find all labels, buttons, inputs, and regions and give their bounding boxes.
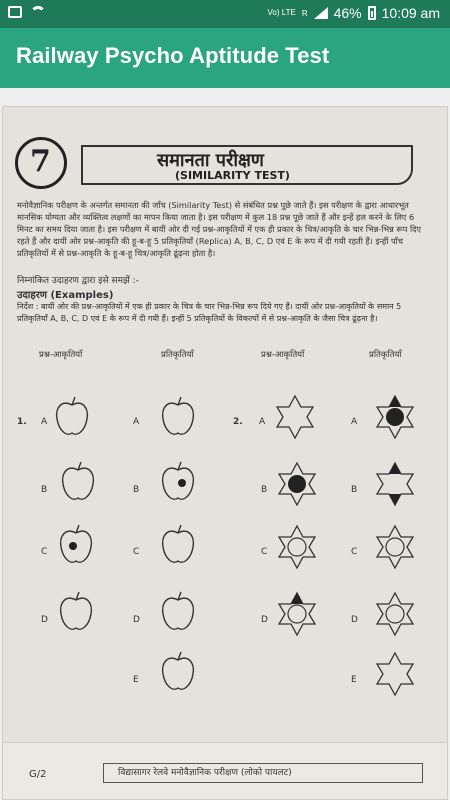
clock: 10:09 am — [381, 5, 440, 21]
q1-replica-label-b: B — [133, 485, 140, 495]
q2-question-star-c — [275, 525, 319, 569]
roaming-indicator: R — [301, 8, 308, 18]
signal-icon — [314, 7, 328, 19]
q1-replica-apple-a[interactable] — [161, 397, 195, 437]
page-image-g1[interactable] — [2, 106, 448, 786]
q2-replica-star-c[interactable] — [373, 525, 417, 569]
q2-replica-label-d: D — [351, 615, 358, 625]
q2-question-star-d — [275, 592, 319, 636]
col-question-2: प्रश्न-आकृतियाँ — [261, 350, 305, 360]
q2-question-label-b: B — [261, 485, 268, 495]
q1-question-label-b: B — [41, 485, 48, 495]
q1-question-apple-b — [61, 462, 95, 502]
app-title: Railway Psycho Aptitude Test — [16, 43, 330, 68]
page-viewer[interactable] — [0, 88, 450, 800]
chapter-badge — [15, 137, 67, 189]
chapter-number: 7 — [30, 144, 51, 179]
q1-replica-apple-c[interactable] — [161, 525, 195, 565]
col-question-1: प्रश्न-आकृतियाँ — [39, 350, 83, 360]
q1-replica-label-d: D — [133, 615, 140, 625]
battery-icon — [368, 6, 376, 20]
q1-replica-label-a: A — [133, 417, 140, 427]
examples-heading: उदाहरण (Examples) — [17, 290, 114, 301]
q2-replica-star-e[interactable] — [373, 652, 417, 696]
question-1-number: 1. — [17, 417, 27, 427]
q1-question-apple-d — [59, 592, 93, 632]
page2-header: विद्यासागर रेलवे मनोवैज्ञानिक परीक्षण (लोको पायलट) — [103, 763, 423, 783]
chapter-title-box — [81, 145, 413, 185]
q2-replica-label-b: B — [351, 485, 358, 495]
volte-indicator: Vo) LTE — [267, 8, 296, 17]
q1-replica-label-c: C — [133, 547, 140, 557]
page-image-g2[interactable] — [2, 742, 448, 800]
q2-replica-star-b[interactable] — [373, 462, 417, 506]
q2-question-label-d: D — [261, 615, 268, 625]
gallery-icon — [8, 6, 22, 18]
col-replica-2: प्रतिकृतियाँ — [369, 350, 402, 360]
q2-replica-label-e: E — [351, 675, 357, 685]
col-replica-1: प्रतिकृतियाँ — [161, 350, 194, 360]
q2-question-label-c: C — [261, 547, 268, 557]
q2-question-star-a — [273, 395, 317, 439]
q2-replica-label-a: A — [351, 417, 358, 427]
intro-paragraph: मनोवैज्ञानिक परीक्षण के अन्तर्गत समानता की जाँच (Similarity Test) से संबंधित प्रश्न पूछे जाते हैं। इस परीक्षण के द्वारा आधारभूत मानसिक योग्यता और व्यक्तित्व लक्षणों का मापन किया जाता है। इस परीक्षण में कुल 18 प्रश्न पूछे जाते हैं और इन्हें हल करने के लिए 6 मिनट का समय दिया जाता है। इस परीक्षण में बायीं ओर दी गई प्रश्न-आकृतियों में एक ही प्रकार के चित्र/आकृति के चार भिन्न-भिन्न रूप दिए रहते हैं और दायीं ओर प्रश्न-आकृति की हू-ब-हू 5 प्रतिकृतियाँ (Replica) A, B, C, D एवं E के रूप में दी गयी रहती हैं। इन्हीं पाँच प्रतिकृतियों में से प्रश्न-आकृति के हू-ब-हू चित्र/आकृति ढूंढ़ना होता है। — [17, 200, 422, 258]
instructions: निर्देश : बायीं ओर की प्रश्न-आकृतियों में एक ही प्रकार के चित्र के चार भिन्न-भिन्न रूप दिये गए हैं। दायीं ओर प्रश्न-आकृतियों के समान 5 प्रतिकृतियाँ A, B, C, D एवं E के रूप में दी गयी हैं। इन्हीं 5 प्रतिकृतियों के विकल्पों में से प्रश्न-आकृति के जैसा चित्र ढूंढ़ना है। — [17, 302, 402, 323]
q1-question-apple-a — [55, 397, 89, 437]
q1-replica-apple-e[interactable] — [161, 652, 195, 692]
wifi-icon — [30, 6, 46, 18]
explain-line: निम्नांकित उदाहरण द्वारा इसे समझें :- — [17, 276, 139, 286]
page2-number: G/2 — [29, 769, 47, 780]
app-bar — [0, 28, 450, 88]
q1-question-label-d: D — [41, 615, 48, 625]
status-bar — [0, 0, 450, 28]
question-2-number: 2. — [233, 417, 243, 427]
q1-question-label-a: A — [41, 417, 48, 427]
q2-question-star-b — [275, 462, 319, 506]
chapter-title-english: (SIMILARITY TEST) — [175, 169, 290, 182]
battery-percent: 46% — [333, 5, 362, 21]
q2-question-label-a: A — [259, 417, 266, 427]
q1-replica-label-e: E — [133, 675, 139, 685]
q2-replica-star-a[interactable] — [373, 395, 417, 439]
q2-replica-star-d[interactable] — [373, 592, 417, 636]
q1-replica-apple-d[interactable] — [161, 592, 195, 632]
q2-replica-label-c: C — [351, 547, 358, 557]
q1-replica-apple-b[interactable] — [161, 462, 195, 502]
chapter-title-hindi: समानता परीक्षण — [157, 150, 264, 171]
q1-question-apple-c — [59, 525, 93, 565]
q1-question-label-c: C — [41, 547, 48, 557]
